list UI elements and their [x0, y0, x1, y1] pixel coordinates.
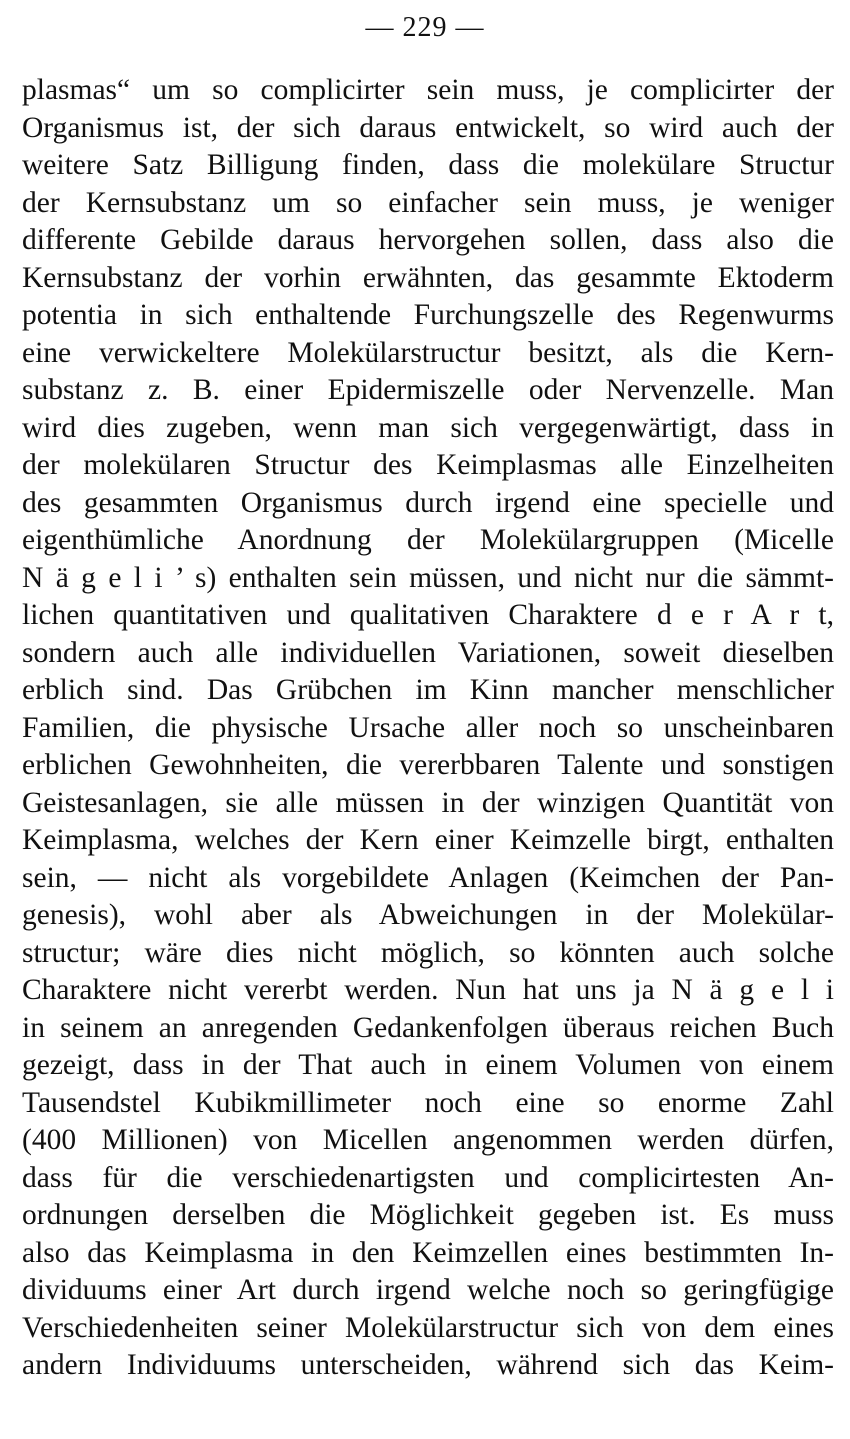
text-line: Geistesanlagen, sie alle müssen in der winzigen Quantität von: [22, 786, 834, 819]
text-line: Verschiedenheiten seiner Molekülarstructur sich von dem eines: [22, 1311, 834, 1344]
text-line: potentia in sich enthaltende Furchungszelle des Regenwurms: [22, 299, 834, 331]
text-line: Keimplasma, welches der Kern einer Keimzelle birgt, enthalten: [22, 824, 834, 856]
text-line: weitere Satz Billigung finden, dass die molekülare Structur: [22, 149, 834, 181]
text-line: genesis), wohl aber als Abweichungen in der Molekülar-: [22, 899, 834, 931]
text-line: N ä g e l i ’ s) enthalten sein müssen, und nicht nur die sämmt-: [22, 561, 834, 594]
text-line: also das Keimplasma in den Keimzellen eines bestimmten In-: [22, 1236, 834, 1269]
text-line: lichen quantitativen und qualitativen Charaktere d e r A r t,: [22, 599, 834, 631]
text-line: Organismus ist, der sich daraus entwickelt, so wird auch der: [22, 111, 834, 144]
text-line: substanz z. B. einer Epidermiszelle oder Nervenzelle. Man: [22, 374, 834, 406]
text-line: in seinem an anregenden Gedankenfolgen überaus reichen Buch: [22, 1011, 834, 1044]
body-text: [22, 72, 834, 1385]
text-line: eine verwickeltere Molekülarstructur besitzt, als die Kern-: [22, 336, 834, 369]
text-line: Charaktere nicht vererbt werden. Nun hat uns ja N ä g e l i: [22, 974, 834, 1006]
text-line: plasmas“ um so complicirter sein muss, je complicirter der: [22, 74, 834, 106]
text-line: der molekülaren Structur des Keimplasmas alle Einzelheiten: [22, 449, 834, 481]
text-line: des gesammten Organismus durch irgend eine specielle und: [22, 486, 834, 519]
text-line: erblichen Gewohnheiten, die vererbbaren Talente und sonstigen: [22, 749, 834, 781]
text-line: erblich sind. Das Grübchen im Kinn mancher menschlicher: [22, 674, 834, 706]
text-line: der Kernsubstanz um so einfacher sein muss, je weniger: [22, 186, 834, 219]
text-line: sondern auch alle individuellen Variationen, soweit dieselben: [22, 636, 834, 669]
text-line: structur; wäre dies nicht möglich, so könnten auch solche: [22, 936, 834, 969]
text-line: dass für die verschiedenartigsten und complicirtesten An-: [22, 1161, 834, 1194]
text-line: Familien, die physische Ursache aller noch so unscheinbaren: [22, 711, 834, 744]
text-line: differente Gebilde daraus hervorgehen sollen, dass also die: [22, 224, 834, 256]
text-line: wird dies zugeben, wenn man sich vergegenwärtigt, dass in: [22, 411, 834, 444]
text-line: Kernsubstanz der vorhin erwähnten, das gesammte Ektoderm: [22, 261, 834, 294]
text-line: eigenthümliche Anordnung der Molekülargruppen (Micelle: [22, 524, 834, 556]
text-line: dividuums einer Art durch irgend welche noch so geringfügige: [22, 1274, 834, 1306]
text-line: andern Individuums unterscheiden, während sich das Keim-: [22, 1349, 834, 1381]
text-line: gezeigt, dass in der That auch in einem Volumen von einem: [22, 1049, 834, 1081]
text-line: Tausendstel Kubikmillimeter noch eine so enorme Zahl: [22, 1086, 834, 1119]
text-line: (400 Millionen) von Micellen angenommen werden dürfen,: [22, 1124, 834, 1156]
text-line: ordnungen derselben die Möglichkeit gegeben ist. Es muss: [22, 1199, 834, 1231]
page-number: — 229 —: [365, 12, 485, 43]
text-line: sein, — nicht als vorgebildete Anlagen (Keimchen der Pan-: [22, 861, 834, 894]
